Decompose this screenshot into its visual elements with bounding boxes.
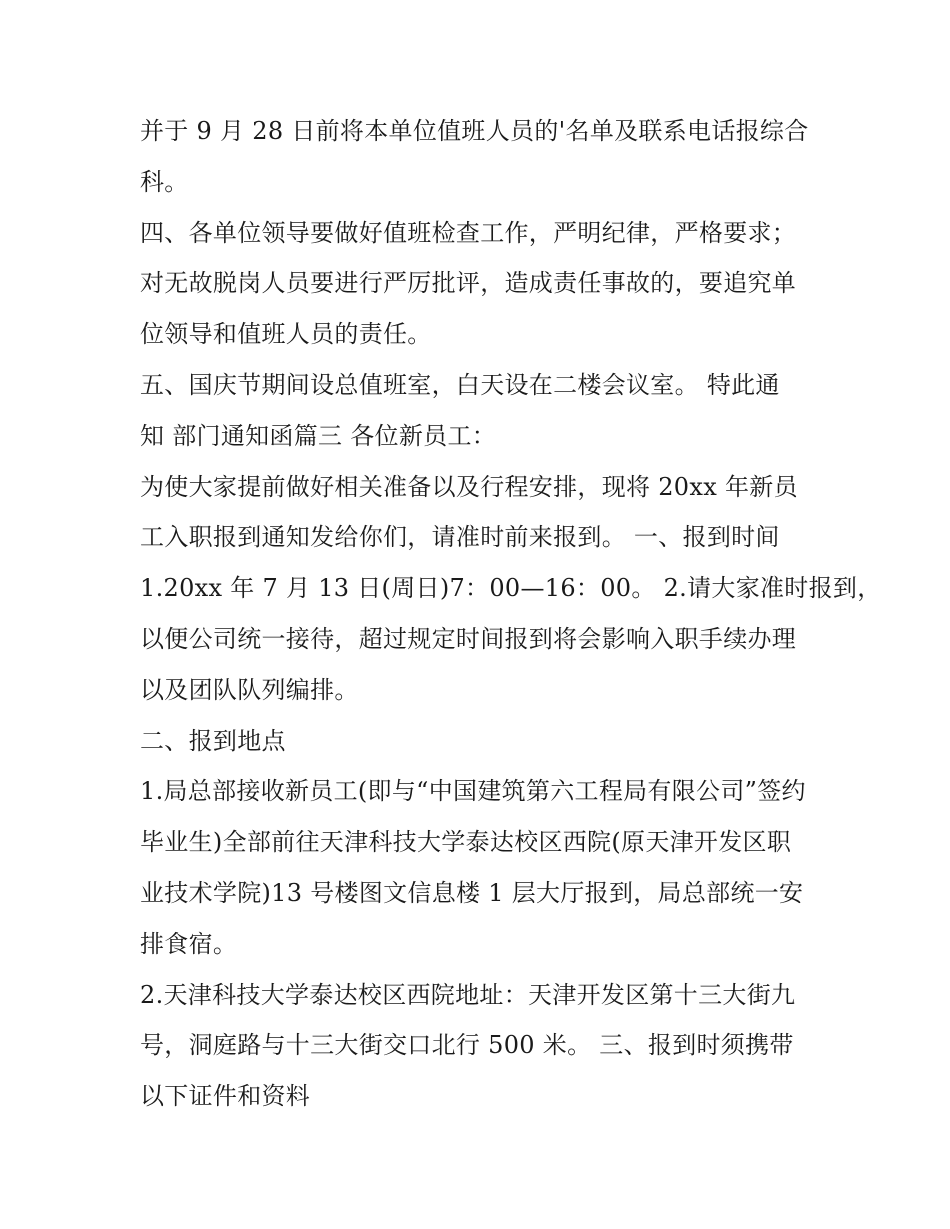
text-line: 四、各单位领导要做好值班检查工作，严明纪律，严格要求； [140,218,797,247]
text-line: 排食宿。 [140,929,238,958]
text-line: 1.20xx 年 7 月 13 日(周日)7：00—16：00。 2.请大家准时报到， [140,574,882,603]
text-line: 二、报到地点 [140,726,286,755]
text-line: 知 部门通知函篇三 各位新员工： [140,421,497,450]
text-line: 2.天津科技大学泰达校区西院地址：天津开发区第十三大街九 [140,980,796,1009]
text-line: 对无故脱岗人员要进行严厉批评，造成责任事故的，要追究单 [140,269,797,298]
text-line: 五、国庆节期间设总值班室，白天设在二楼会议室。 特此通 [140,370,780,399]
text-line: 科。 [140,167,189,196]
text-line: 业技术学院)13 号楼图文信息楼 1 层大厅报到，局总部统一安 [140,878,804,907]
text-line: 毕业生)全部前往天津科技大学泰达校区西院(原天津开发区职 [140,828,792,857]
text-line: 位领导和值班人员的责任。 [140,320,432,349]
document-body [140,106,882,1122]
text-line: 以下证件和资料 [140,1082,311,1111]
text-line: 为使大家提前做好相关准备以及行程安排，现将 20xx 年新员 [140,472,798,501]
text-line: 工入职报到通知发给你们，请准时前来报到。 一、报到时间 [140,523,780,552]
text-line: 1.局总部接收新员工(即与“中国建筑第六工程局有限公司”签约 [140,777,806,806]
text-line: 以及团队队列编排。 [140,675,359,704]
text-line: 以便公司统一接待，超过规定时间报到将会影响入职手续办理 [140,624,797,653]
text-line: 号，洞庭路与十三大街交口北行 500 米。 三、报到时须携带 [140,1031,794,1060]
text-line: 并于 9 月 28 日前将本单位值班人员的'名单及联系电话报综合 [140,117,809,145]
